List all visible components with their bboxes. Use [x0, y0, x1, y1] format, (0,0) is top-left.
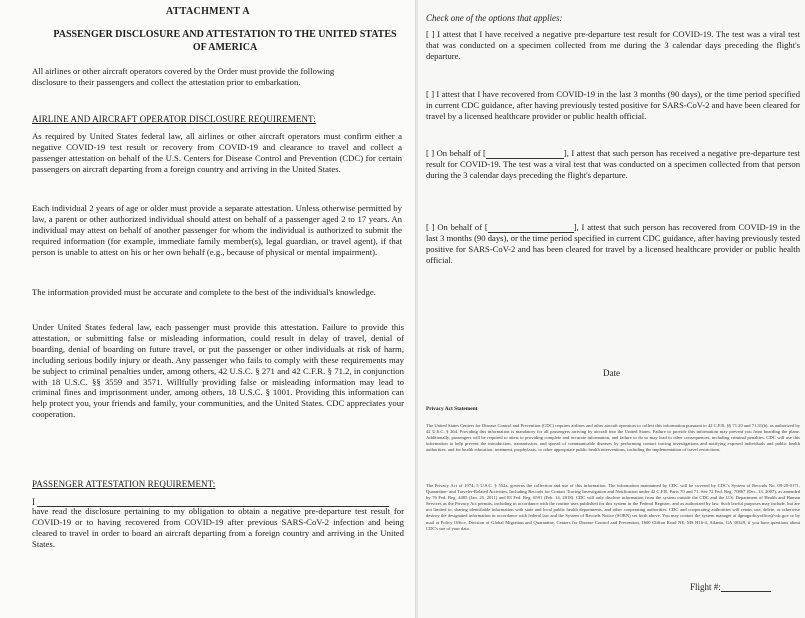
attest-prefix: I	[32, 497, 35, 507]
option4-prefix: [ ] On behalf of [	[426, 222, 488, 232]
option-negative-test[interactable]: [ ] I attest that I have received a negative pre-departure test result for COVID-19. The test was a viral test that was conducted on a specimen collected from me during the 3 calendar days preceding the flight's departure.	[426, 29, 800, 61]
page-title: PASSENGER DISCLOSURE AND ATTESTATION TO THE UNITED STATES OF AMERICA	[53, 29, 397, 53]
attachment-label: ATTACHMENT A	[166, 6, 250, 17]
option4-text: ], I attest that such person has recovered from COVID-19 in the last 3 months (90 days), or the time period specified in current CDC guidance, after having previously tested positive for SARS-CoV-2 and has been cleared for travel by a licensed healthcare provider or public health official.	[426, 222, 800, 265]
accuracy-paragraph: The information provided must be accurate and complete to the best of the individual's knowledge.	[32, 287, 376, 297]
flight-number-line	[690, 582, 771, 592]
flight-number-label: Flight #:	[690, 582, 721, 592]
individual-attestation-paragraph: Each individual 2 years of age or older must provide a separate attestation. Unless otherwise permitted by law, a parent or other authorized individual should attest on behalf of a passenger aged 2 to 17 years. An individual may attest on behalf of another passenger for whom the individual is authorized to submit the required information (for example, immediate family member(s), legal guardian, or travel agent), if that person is unable to attest on his or her own behalf (e.g., because of physical or mental impairment).	[32, 203, 402, 257]
option3-text: ], I attest that such person has received a negative pre-departure test result for COVID-19. The test was a viral test that was conducted on a specimen collected from that person during the 3 calendar days preceding the flight's departure.	[426, 148, 800, 180]
date-label: Date	[603, 368, 620, 378]
privacy-act-paragraph-1: The United States Centers for Disease Control and Prevention (CDC) requires airlines and other aircraft operators to collect this information pursuant to 42 C.F.R. §§ 71.20 and 71.31(b), as authorized by 42 U.S.C. § 264. Providing this information is mandatory for all passengers arriving by aircraft into the United States. Failure to provide this information may prevent you from boarding the plane. Additionally, passengers will be required to attest to providing complete and accurate information, and failure to do so may lead to other consequences, including criminal penalties. CDC will use this information to help prevent the introduction, transmission, and spread of communicable diseases by performing contact tracing investigations and notifying exposed individuals and public health authorities; and for health education, treatment, prophylaxis, or other appropriate public health interventions, including the implementation of travel restrictions.	[426, 423, 800, 453]
privacy-act-paragraph-2: The Privacy Act of 1974, 5 U.S.C. § 552a, governs the collection and use of this information. The information maintained by CDC will be covered by CDC's System of Records No. 09-20-0171, Quarantine- and Traveler-Related Activities, Including Records for Contact Tracing Investigation and Notification under 42 C.F.R. Parts 70 and 71. See 72 Fed. Reg. 70867 (Dec. 13, 2007), as amended by 76 Fed. Reg. 4485 (Jan. 25, 2011) and 83 Fed. Reg. 6591 (Feb. 14, 2018). CDC will only disclose information from the system outside the CDC and the U.S. Department of Health and Human Services as the Privacy Act permits, including in accordance with the routine uses published for this system in the Federal Register, and as authorized by law. Such lawful purposes may include, but are not limited to, sharing identifiable information with state and local public health departments, and other cooperating authorities. CDC and cooperating authorities will retain, use, delete, or otherwise destroy the designated information in accordance with federal law and the System of Records Notice (SORN) set forth above. You may contact the system manager at dgmqpolicyoffice@cdc.gov or by mail at Policy Office, Division of Global Migration and Quarantine, Centers for Disease Control and Prevention, 1600 Clifton Road NE, MS H16-4, Atlanta, GA 30329, if you have questions about CDC's use of your data.	[426, 483, 800, 531]
option-behalf-negative-test[interactable]	[426, 148, 800, 181]
airline-disclosure-heading: AIRLINE AND AIRCRAFT OPERATOR DISCLOSURE REQUIREMENT:	[32, 114, 316, 124]
passenger-attestation-heading: PASSENGER ATTESTATION REQUIREMENT:	[32, 479, 216, 489]
right-page	[418, 0, 805, 618]
behalf-name-field-2[interactable]	[488, 224, 574, 233]
federal-law-paragraph: Under United States federal law, each passenger must provide this attestation. Failure to provide this attestation, or submitting false or misleading information, could result in delay of travel, denial of boarding, denial of boarding on future travel, or put the passenger or other individuals at risk of harm, including serious bodily injury or death. Any passenger who fails to comply with these requirements may be subject to criminal penalties under, among others, 42 U.S.C. § 271 and 42 C.F.R. § 71.2, in conjunction with 18 U.S.C. §§ 3559 and 3571. Willfully providing false or misleading information may lead to criminal fines and imprisonment under, among others, 18 U.S.C. § 1001. Providing this information can help protect you, your friends and family, your communities, and the United States. CDC appreciates your cooperation.	[32, 322, 404, 420]
option-recovered[interactable]: [ ] I attest that I have recovered from COVID-19 in the last 3 months (90 days), or the time period specified in current CDC guidance, after having previously tested positive for SARS-CoV-2 and have been cleared for travel by a licensed healthcare provider or public health official.	[426, 89, 800, 121]
passenger-attestation-paragraph: have read the disclosure pertaining to my obligation to obtain a negative pre-departure test result for COVID-19 or to having recovered from COVID-19 after previous SARS-CoV-2 infection and being cleared to travel in order to board an aircraft departing from a foreign country and arriving in the United States.	[32, 506, 404, 549]
behalf-name-field-1[interactable]	[486, 150, 564, 159]
check-options-heading: Check one of the options that applies:	[426, 13, 563, 23]
option3-prefix: [ ] On behalf of [	[426, 148, 486, 158]
flight-number-field[interactable]	[721, 583, 771, 592]
option-behalf-recovered[interactable]	[426, 222, 800, 266]
intro-paragraph: All airlines or other aircraft operators covered by the Order must provide the following disclosure to their passengers and collect the attestation prior to embarkation.	[32, 66, 335, 87]
privacy-act-heading: Privacy Act Statement	[426, 406, 478, 412]
airline-disclosure-paragraph: As required by United States federal law, all airlines or other aircraft operators must confirm either a negative COVID-19 test result or recovery from COVID-19 and clearance to travel and collect a passenger attestation on behalf of the U.S. Centers for Disease Control and Prevention (CDC) for certain passengers on aircraft departing from a foreign country and arriving in the United States.	[32, 131, 402, 174]
